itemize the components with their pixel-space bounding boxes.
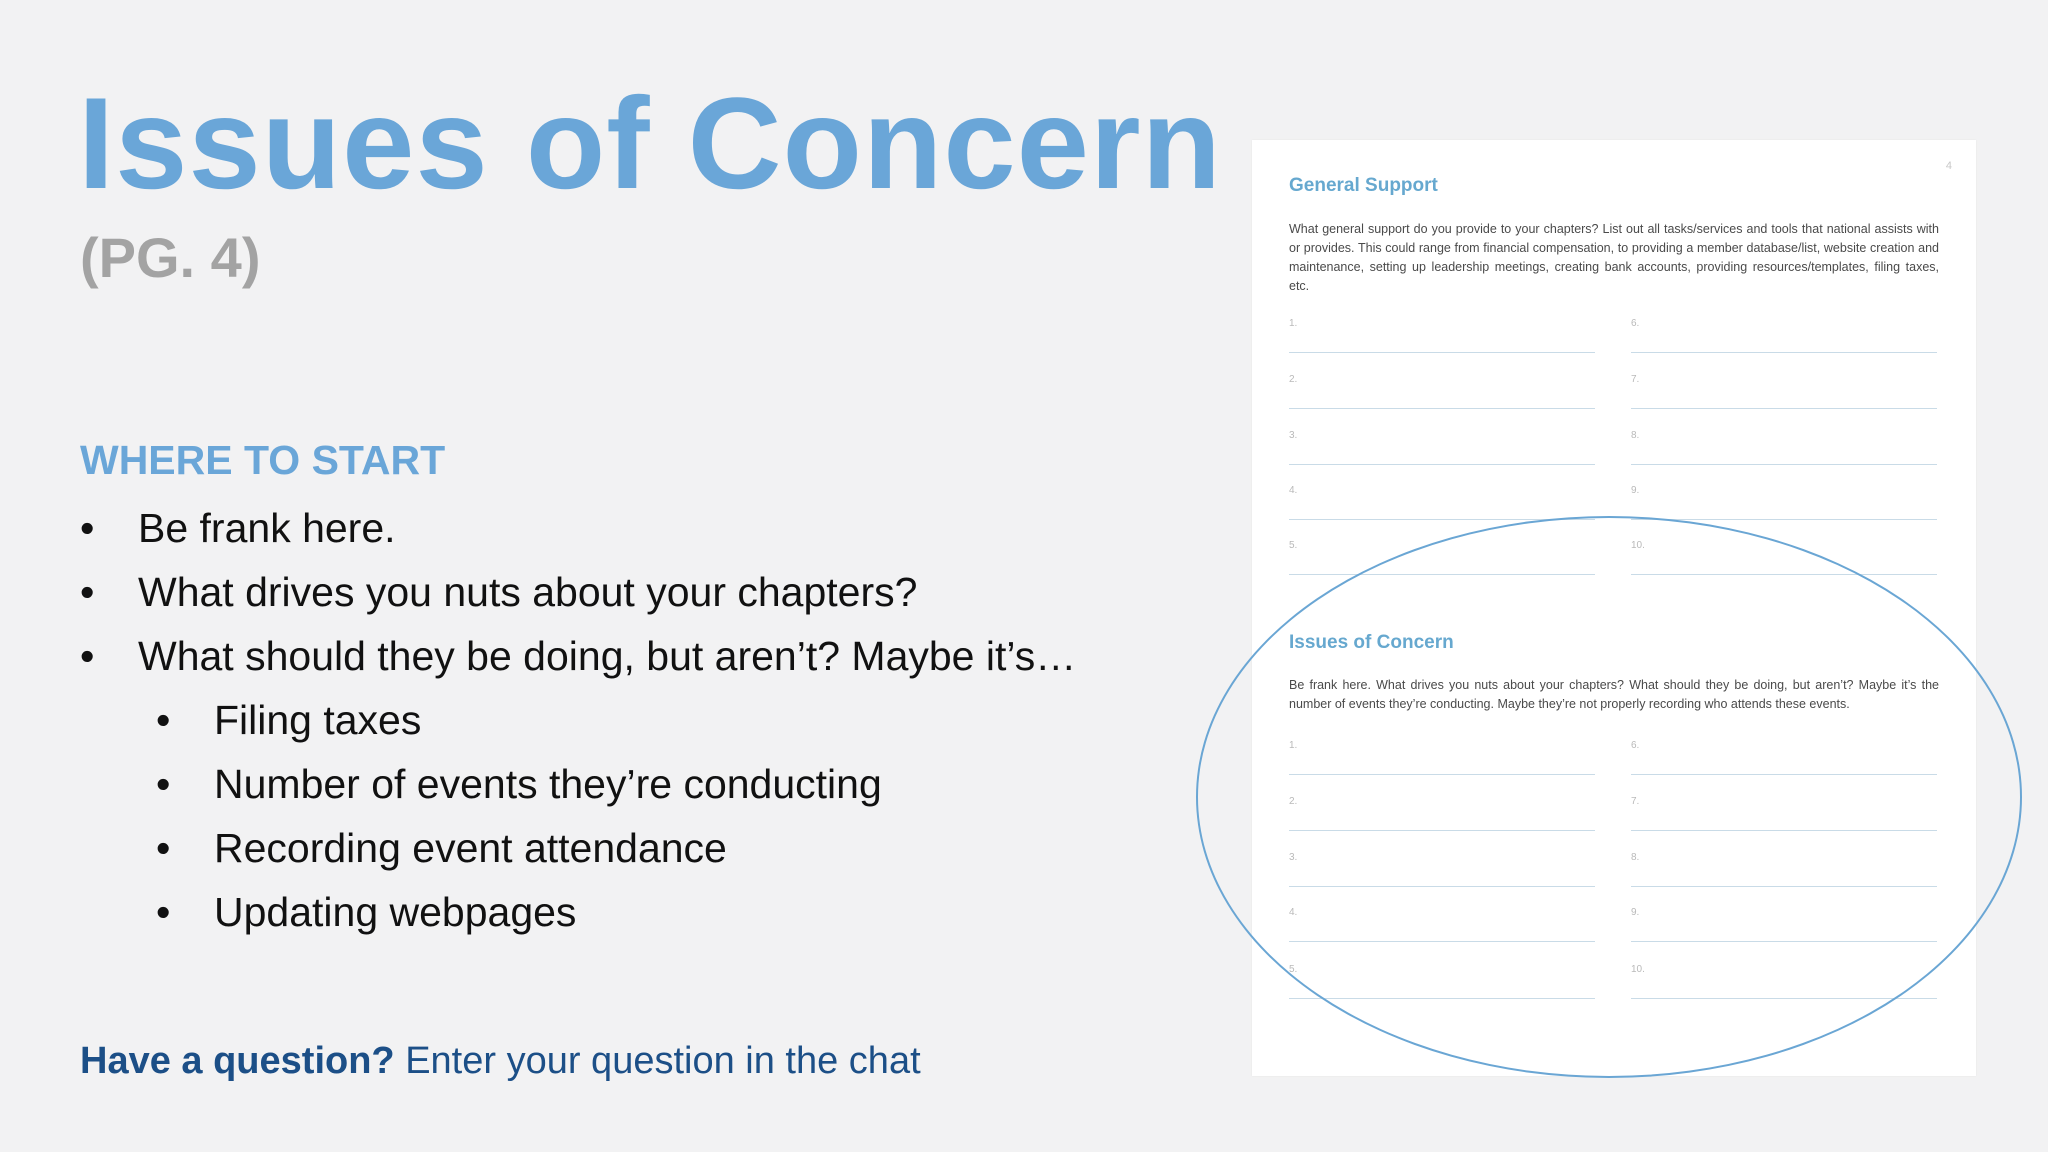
sub-bullet-text: Number of events they’re conducting xyxy=(214,761,882,807)
bullet-item xyxy=(80,560,1180,624)
answer-line: 4. xyxy=(1289,905,1595,942)
bullet-icon: • xyxy=(156,697,171,743)
answer-line: 8. xyxy=(1631,850,1937,887)
sub-bullet-text: Filing taxes xyxy=(214,697,422,743)
answer-line: 7. xyxy=(1631,372,1937,409)
bullet-icon: • xyxy=(80,505,95,551)
answer-line: 6. xyxy=(1631,738,1937,775)
slide-subtitle: (PG. 4) xyxy=(80,226,261,289)
sub-bullet-item xyxy=(80,688,1180,752)
answer-line: 8. xyxy=(1631,428,1937,465)
bullet-text: What should they be doing, but aren’t? Maybe it’s… xyxy=(138,633,1077,679)
question-bold: Have a question? xyxy=(80,1040,395,1082)
answer-line: 9. xyxy=(1631,483,1937,520)
highlight-ellipse xyxy=(1196,516,2022,1078)
bullet-text: What drives you nuts about your chapters? xyxy=(138,569,918,615)
answer-line: 9. xyxy=(1631,905,1937,942)
question-prompt xyxy=(80,1042,921,1080)
answer-line: 5. xyxy=(1289,538,1595,575)
sub-bullet-text: Updating webpages xyxy=(214,889,577,935)
sub-bullet-item xyxy=(80,816,1180,880)
bullet-icon: • xyxy=(156,825,171,871)
answer-line: 1. xyxy=(1289,738,1595,775)
answer-line: 2. xyxy=(1289,372,1595,409)
bullet-icon: • xyxy=(80,569,95,615)
answer-line: 7. xyxy=(1631,794,1937,831)
sub-bullet-text: Recording event attendance xyxy=(214,825,727,871)
answer-line: 6. xyxy=(1631,316,1937,353)
worksheet-issues-heading: Issues of Concern xyxy=(1289,632,1454,653)
bullet-list xyxy=(80,496,1180,944)
question-rest: Enter your question in the chat xyxy=(394,1040,921,1082)
sub-bullet-item xyxy=(80,880,1180,944)
worksheet-page-number: 4 xyxy=(1945,160,1952,172)
slide-title: Issues of Concern xyxy=(78,70,1222,216)
sub-bullet-item xyxy=(80,752,1180,816)
bullet-icon: • xyxy=(156,761,171,807)
answer-line: 2. xyxy=(1289,794,1595,831)
answer-line: 4. xyxy=(1289,483,1595,520)
answer-line: 3. xyxy=(1289,850,1595,887)
worksheet-issues-text: Be frank here. What drives you nuts about your chapters? What should they be doing, but aren’t? Maybe it’s the number of events they’re conducting. Maybe they’re not properly recording who attends these events. xyxy=(1289,678,1939,711)
answer-line: 3. xyxy=(1289,428,1595,465)
bullet-item xyxy=(80,496,1180,560)
answer-line: 10. xyxy=(1631,538,1937,575)
bullet-icon: • xyxy=(80,633,95,679)
worksheet-general-text: What general support do you provide to your chapters? List out all tasks/services and tools that national assists with or provides. This could range from financial compensation, to providing a member database/list, website creation and maintenance, setting up leadership meetings, creating bank accounts, providing resources/templates, filing taxes, etc. xyxy=(1289,222,1939,293)
bullet-item xyxy=(80,624,1180,688)
bullet-icon: • xyxy=(156,889,171,935)
bullet-text: Be frank here. xyxy=(138,505,396,551)
answer-line: 5. xyxy=(1289,962,1595,999)
answer-line: 1. xyxy=(1289,316,1595,353)
section-heading: WHERE TO START xyxy=(80,437,446,483)
worksheet-general-heading: General Support xyxy=(1289,175,1438,196)
answer-line: 10. xyxy=(1631,962,1937,999)
